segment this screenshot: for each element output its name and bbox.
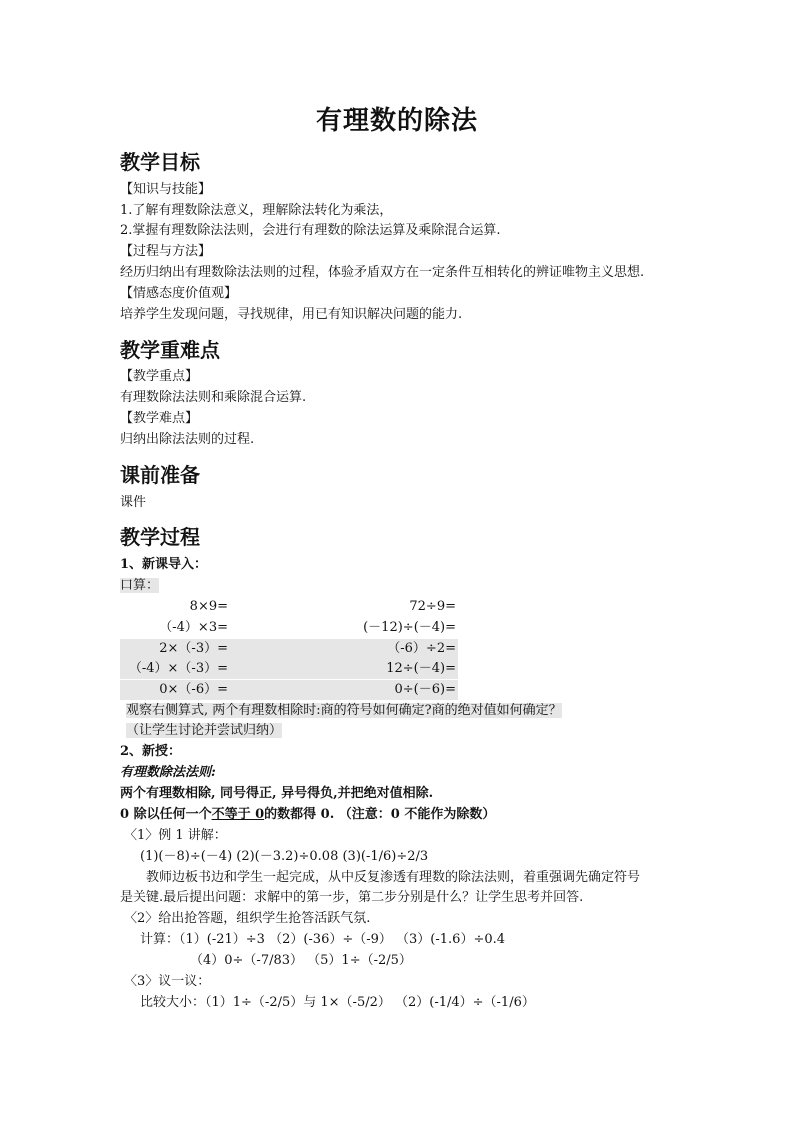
oral-calc-label-text: 口算： xyxy=(120,578,160,593)
rule-title: 有理数除法法则: xyxy=(120,765,216,780)
prep-text: 课件 xyxy=(120,495,147,510)
calc-left-4: （-4）×（-3）= xyxy=(128,661,228,676)
example-1-desc-1: 教师边板书边和学生一起完成，从中反复渗透有理数的除法法则，着重强调先确定符号 xyxy=(146,870,641,885)
calc-left-1: 8×9= xyxy=(189,599,228,614)
section-heading-prep: 课前准备 xyxy=(120,463,200,487)
section-heading-keypoints: 教学重难点 xyxy=(120,338,220,362)
process-label: 【过程与方法】 xyxy=(120,244,212,259)
knowledge-label: 【知识与技能】 xyxy=(120,182,212,197)
example-2-line-1: 计算：（1）(-21）÷3 （2）(-36）÷（-9） （3）(-1.6）÷0.4 xyxy=(140,932,506,947)
page-title: 有理数的除法 xyxy=(315,106,478,136)
knowledge-item-1: 1.了解有理数除法意义，理解除法转化为乘法， xyxy=(120,203,393,218)
example-1-items: (1)(－8)÷(－4) (2)(－3.2)÷0.08 (3)(-1/6)÷2/3 xyxy=(140,849,429,864)
observe-question-text: 观察右侧算式, 两个有理数相除时:商的符号如何确定?商的绝对值如何确定？ xyxy=(126,703,562,718)
rule-1: 两个有理数相除, 同号得正, 异号得负,并把绝对值相除. xyxy=(120,786,434,801)
rule-2-part-a: 0 除以任何一个 xyxy=(120,807,212,822)
calc-right-4: 12÷(－4)= xyxy=(386,661,456,676)
rule-2-part-c: 的数都得 0. （注意：0 不能作为除数） xyxy=(264,807,496,822)
rule-2 xyxy=(120,806,495,824)
observe-question xyxy=(126,702,562,720)
example-1-label: 〈1〉例 1 讲解： xyxy=(124,828,227,843)
example-3-line: 比较大小：（1）1÷（-2/5）与 1×（-5/2） （2）(-1/4）÷（-1/6） xyxy=(140,995,535,1010)
emotion-text: 培养学生发现问题，寻找规律，用已有知识解决问题的能力. xyxy=(120,307,463,322)
calc-left-2: （-4）×3= xyxy=(159,620,228,635)
example-1-desc-2: 是关键.最后提出问题：求解中的第一步，第二步分别是什么？让学生思考并回答. xyxy=(120,890,584,905)
rule-2-underlined: 不等于 0 xyxy=(211,807,265,822)
key-text: 有理数除法法则和乘除混合运算. xyxy=(120,390,307,405)
key-label: 【教学重点】 xyxy=(120,369,199,384)
calc-right-2: (－12)÷(－4)= xyxy=(363,620,456,635)
discuss-note xyxy=(126,722,282,740)
calc-left-3: 2×（-3）= xyxy=(159,641,228,656)
example-3-label: 〈3〉议一议： xyxy=(124,974,211,989)
step-1-heading: 1、新课导入： xyxy=(120,557,208,572)
calc-right-5: 0÷(－6)= xyxy=(394,682,456,697)
emotion-label: 【情感态度价值观】 xyxy=(120,286,238,301)
difficulty-text: 归纳出除法法则的过程. xyxy=(120,432,255,447)
section-heading-process: 教学过程 xyxy=(120,525,200,549)
discuss-note-text: （让学生讨论并尝试归纳） xyxy=(126,723,283,738)
calc-right-3: （-6）÷2= xyxy=(387,641,456,656)
calc-right-1: 72÷9= xyxy=(409,599,456,614)
difficulty-label: 【教学难点】 xyxy=(120,411,199,426)
calc-left-5: 0×（-6）= xyxy=(159,682,228,697)
knowledge-item-2: 2.掌握有理数除法法则，会进行有理数的除法运算及乘除混合运算. xyxy=(120,223,501,238)
oral-calc-label xyxy=(120,577,159,595)
step-2-heading: 2、新授： xyxy=(120,744,182,759)
section-heading-goals: 教学目标 xyxy=(120,150,200,174)
example-2-line-2: （4）0÷（-7/83） （5）1÷（-2/5） xyxy=(190,953,412,968)
example-2-label: 〈2〉给出抢答题，组织学生抢答活跃气氛. xyxy=(124,911,371,926)
process-text: 经历归纳出有理数除法法则的过程，体验矛盾双方在一定条件互相转化的辨证唯物主义思想. xyxy=(120,265,645,280)
